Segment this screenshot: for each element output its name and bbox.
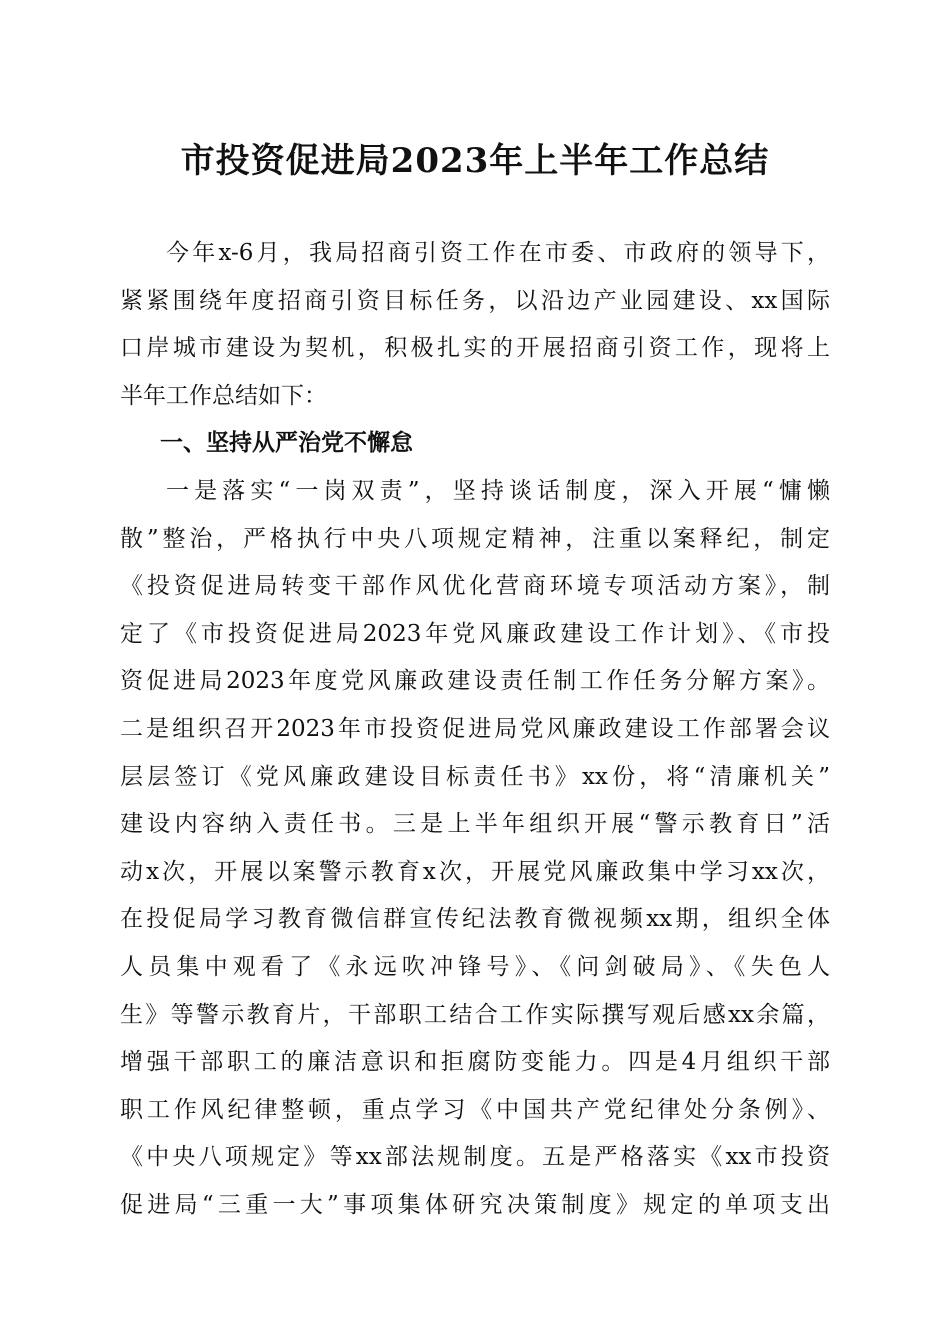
section-heading: 一、坚持从严治党不懈怠 — [160, 430, 413, 457]
paragraph-line: 层层签订《党风廉政建设目标责任书》xx份，将“清廉机关” — [120, 763, 830, 790]
paragraph-line: 动x次，开展以案警示教育x次，开展党风廉政集中学习xx次， — [120, 858, 830, 885]
paragraph-line: 职工作风纪律整顿，重点学习《中国共产党纪律处分条例》、 — [120, 1096, 830, 1123]
paragraph-line: 一是落实“一岗双责”，坚持谈话制度，深入开展“慵懒 — [166, 477, 830, 504]
paragraph-line: 资促进局2023年度党风廉政建设责任制工作任务分解方案》。 — [120, 668, 830, 695]
paragraph-line: 促进局“三重一大”事项集体研究决策制度》规定的单项支出 — [120, 1191, 830, 1218]
paragraph-line: 建设内容纳入责任书。三是上半年组织开展“警示教育日”活 — [120, 811, 830, 838]
paragraph-line: 定了《市投资促进局2023年党风廉政建设工作计划》、《市投 — [120, 620, 830, 647]
paragraph-line: 紧紧围绕年度招商引资目标任务，以沿边产业园建设、xx国际 — [120, 287, 830, 314]
paragraph-line: 在投促局学习教育微信群宣传纪法教育微视频xx期，组织全体 — [120, 906, 830, 933]
paragraph-line: 今年x-6月，我局招商引资工作在市委、市政府的领导下， — [166, 240, 830, 266]
paragraph-line: 增强干部职工的廉洁意识和拒腐防变能力。四是4月组织干部 — [120, 1049, 830, 1076]
paragraph-line: 人员集中观看了《永远吹冲锋号》、《问剑破局》、《失色人 — [120, 953, 830, 980]
paragraph-line: 《投资促进局转变干部作风优化营商环境专项活动方案》，制 — [120, 573, 830, 600]
document-body — [120, 230, 830, 1229]
paragraph-line: 散”整治，严格执行中央八项规定精神，注重以案释纪，制定 — [120, 525, 830, 552]
paragraph-line: 《中央八项规定》等xx部法规制度。五是严格落实《xx市投资 — [120, 1144, 830, 1171]
paragraph-line: 生》等警示教育片，干部职工结合工作实际撰写观后感xx余篇， — [120, 1001, 830, 1028]
paragraph-line: 口岸城市建设为契机，积极扎实的开展招商引资工作，现将上 — [120, 335, 830, 362]
paragraph-line: 半年工作总结如下： — [120, 382, 327, 409]
document-title: 市投资促进局2023年上半年工作总结 — [180, 141, 770, 181]
paragraph-line: 二是组织召开2023年市投资促进局党风廉政建设工作部署会议 — [120, 715, 830, 742]
